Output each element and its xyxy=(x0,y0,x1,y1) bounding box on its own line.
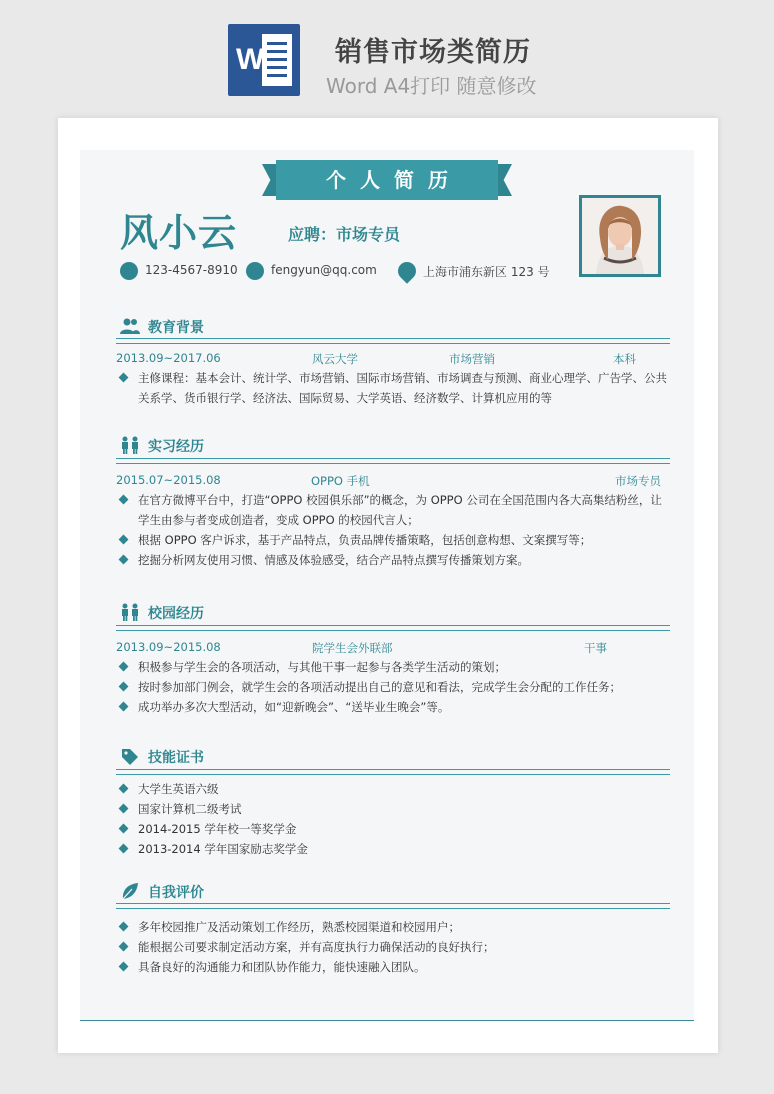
campus-item xyxy=(120,657,680,677)
address-text: 上海市浦东新区 123 号 xyxy=(423,265,550,279)
resume-paper xyxy=(58,118,718,1053)
campus-line: 按时参加部门例会，就学生会的各项活动提出自己的意见和看法，完成学生会分配的工作任务； xyxy=(138,680,621,694)
skills-line: 2014-2015 学年校一等奖学金 xyxy=(138,822,297,836)
internship-rule xyxy=(116,458,670,464)
campus-rule xyxy=(116,625,670,631)
self-rule xyxy=(116,903,670,909)
skills-title: 技能证书 xyxy=(148,750,204,766)
internship-item xyxy=(120,530,680,550)
skills-item xyxy=(120,779,680,799)
bullet-diamond-icon xyxy=(119,844,129,854)
bullet-diamond-icon xyxy=(119,784,129,794)
campus-title: 校园经历 xyxy=(148,606,204,622)
internship-meta xyxy=(116,473,670,489)
bullet-diamond-icon xyxy=(119,922,129,932)
banner-title: 销售市场类简历 xyxy=(335,37,531,68)
campus-line: 成功举办多次大型活动，如“迎新晚会”、“送毕业生晚会”等。 xyxy=(138,700,450,714)
education-icon xyxy=(120,317,140,335)
campus-org: 院学生会外联部 xyxy=(312,641,393,655)
resume-sheet xyxy=(80,150,694,1021)
skills-line: 大学生英语六级 xyxy=(138,782,219,796)
campus-period: 2013.09~2015.08 xyxy=(116,640,221,654)
tag-icon xyxy=(120,747,140,765)
internship-line: 在官方微博平台中，打造“OPPO 校园俱乐部”的概念，为 OPPO 公司在全国范围内各大高集结粉丝，让 xyxy=(138,493,662,507)
bullet-diamond-icon xyxy=(119,824,129,834)
education-major: 市场营销 xyxy=(449,352,495,366)
internship-period: 2015.07~2015.08 xyxy=(116,473,221,487)
contact-email xyxy=(246,260,386,284)
self-item xyxy=(120,937,680,957)
bullet-diamond-icon xyxy=(119,495,129,505)
education-meta xyxy=(116,351,670,367)
bullet-diamond-icon xyxy=(119,662,129,672)
self-item xyxy=(120,957,680,977)
skills-item xyxy=(120,819,680,839)
bullet-diamond-icon xyxy=(119,555,129,565)
bullet-diamond-icon xyxy=(119,804,129,814)
contact-address xyxy=(398,260,558,284)
leaf-icon xyxy=(120,882,140,900)
internship-item xyxy=(120,490,680,530)
education-item xyxy=(120,368,680,408)
email-text: fengyun@qq.com xyxy=(271,263,377,277)
internship-title: 实习经历 xyxy=(148,439,204,455)
self-title: 自我评价 xyxy=(148,885,204,901)
word-letter: W xyxy=(236,43,265,76)
top-banner xyxy=(0,0,774,110)
campus-item xyxy=(120,677,680,697)
campus-role: 干事 xyxy=(584,641,607,655)
internship-item xyxy=(120,550,680,570)
internship-line: 根据 OPPO 客户诉求，基于产品特点，负责品牌传播策略，包括创意构想、文案撰写等； xyxy=(138,533,592,547)
skills-item xyxy=(120,799,680,819)
bullet-diamond-icon xyxy=(119,535,129,545)
applicant-name: 风小云 xyxy=(120,211,238,255)
education-degree: 本科 xyxy=(613,352,636,366)
self-item xyxy=(120,917,680,937)
applied-position: 应聘：市场专员 xyxy=(288,225,401,244)
campus-line: 积极参与学生会的各项活动，与其他干事一起参与各类学生活动的策划； xyxy=(138,660,506,674)
campus-icon xyxy=(120,603,140,621)
bullet-diamond-icon xyxy=(119,942,129,952)
internship-company: OPPO 手机 xyxy=(311,474,370,488)
education-rule xyxy=(116,338,670,344)
self-line: 具备良好的沟通能力和团队协作能力，能快速融入团队。 xyxy=(138,960,426,974)
self-line: 多年校园推广及活动策划工作经历，熟悉校园渠道和校园用户； xyxy=(138,920,460,934)
word-app-icon xyxy=(228,24,300,96)
title-ribbon xyxy=(262,160,512,200)
bullet-diamond-icon xyxy=(119,373,129,383)
bullet-diamond-icon xyxy=(119,962,129,972)
bullet-diamond-icon xyxy=(119,702,129,712)
bullet-diamond-icon xyxy=(119,682,129,692)
campus-meta xyxy=(116,640,670,656)
contact-phone xyxy=(120,260,250,284)
internship-role: 市场专员 xyxy=(615,474,661,488)
portrait-icon xyxy=(582,198,658,274)
skills-rule xyxy=(116,769,670,775)
education-line: 关系学、货币银行学、经济法、国际贸易、大学英语、经济数学、计算机应用的等 xyxy=(138,391,552,405)
skills-line: 2013-2014 学年国家励志奖学金 xyxy=(138,842,308,856)
education-line: 主修课程：基本会计、统计学、市场营销、国际市场营销、市场调查与预测、商业心理学、广告学、公共 xyxy=(138,371,667,385)
ribbon-title: 个人简历 xyxy=(276,160,498,200)
self-line: 能根据公司要求制定活动方案，并有高度执行力确保活动的良好执行； xyxy=(138,940,495,954)
campus-item xyxy=(120,697,680,717)
phone-icon xyxy=(120,262,138,280)
phone-text: 123-4567-8910 xyxy=(145,263,238,277)
education-school: 风云大学 xyxy=(312,352,358,366)
email-icon xyxy=(246,262,264,280)
education-title: 教育背景 xyxy=(148,320,204,336)
skills-item xyxy=(120,839,680,859)
internship-line: 学生由参与者变成创造者，变成 OPPO 的校园代言人； xyxy=(138,513,419,527)
internship-line: 挖掘分析网友使用习惯、情感及体验感受，结合产品特点撰写传播策划方案。 xyxy=(138,553,529,567)
location-icon xyxy=(394,258,419,283)
banner-subtitle: Word A4打印 随意修改 xyxy=(326,74,537,98)
profile-photo xyxy=(579,195,661,277)
education-period: 2013.09~2017.06 xyxy=(116,351,221,365)
skills-line: 国家计算机二级考试 xyxy=(138,802,242,816)
internship-icon xyxy=(120,436,140,454)
